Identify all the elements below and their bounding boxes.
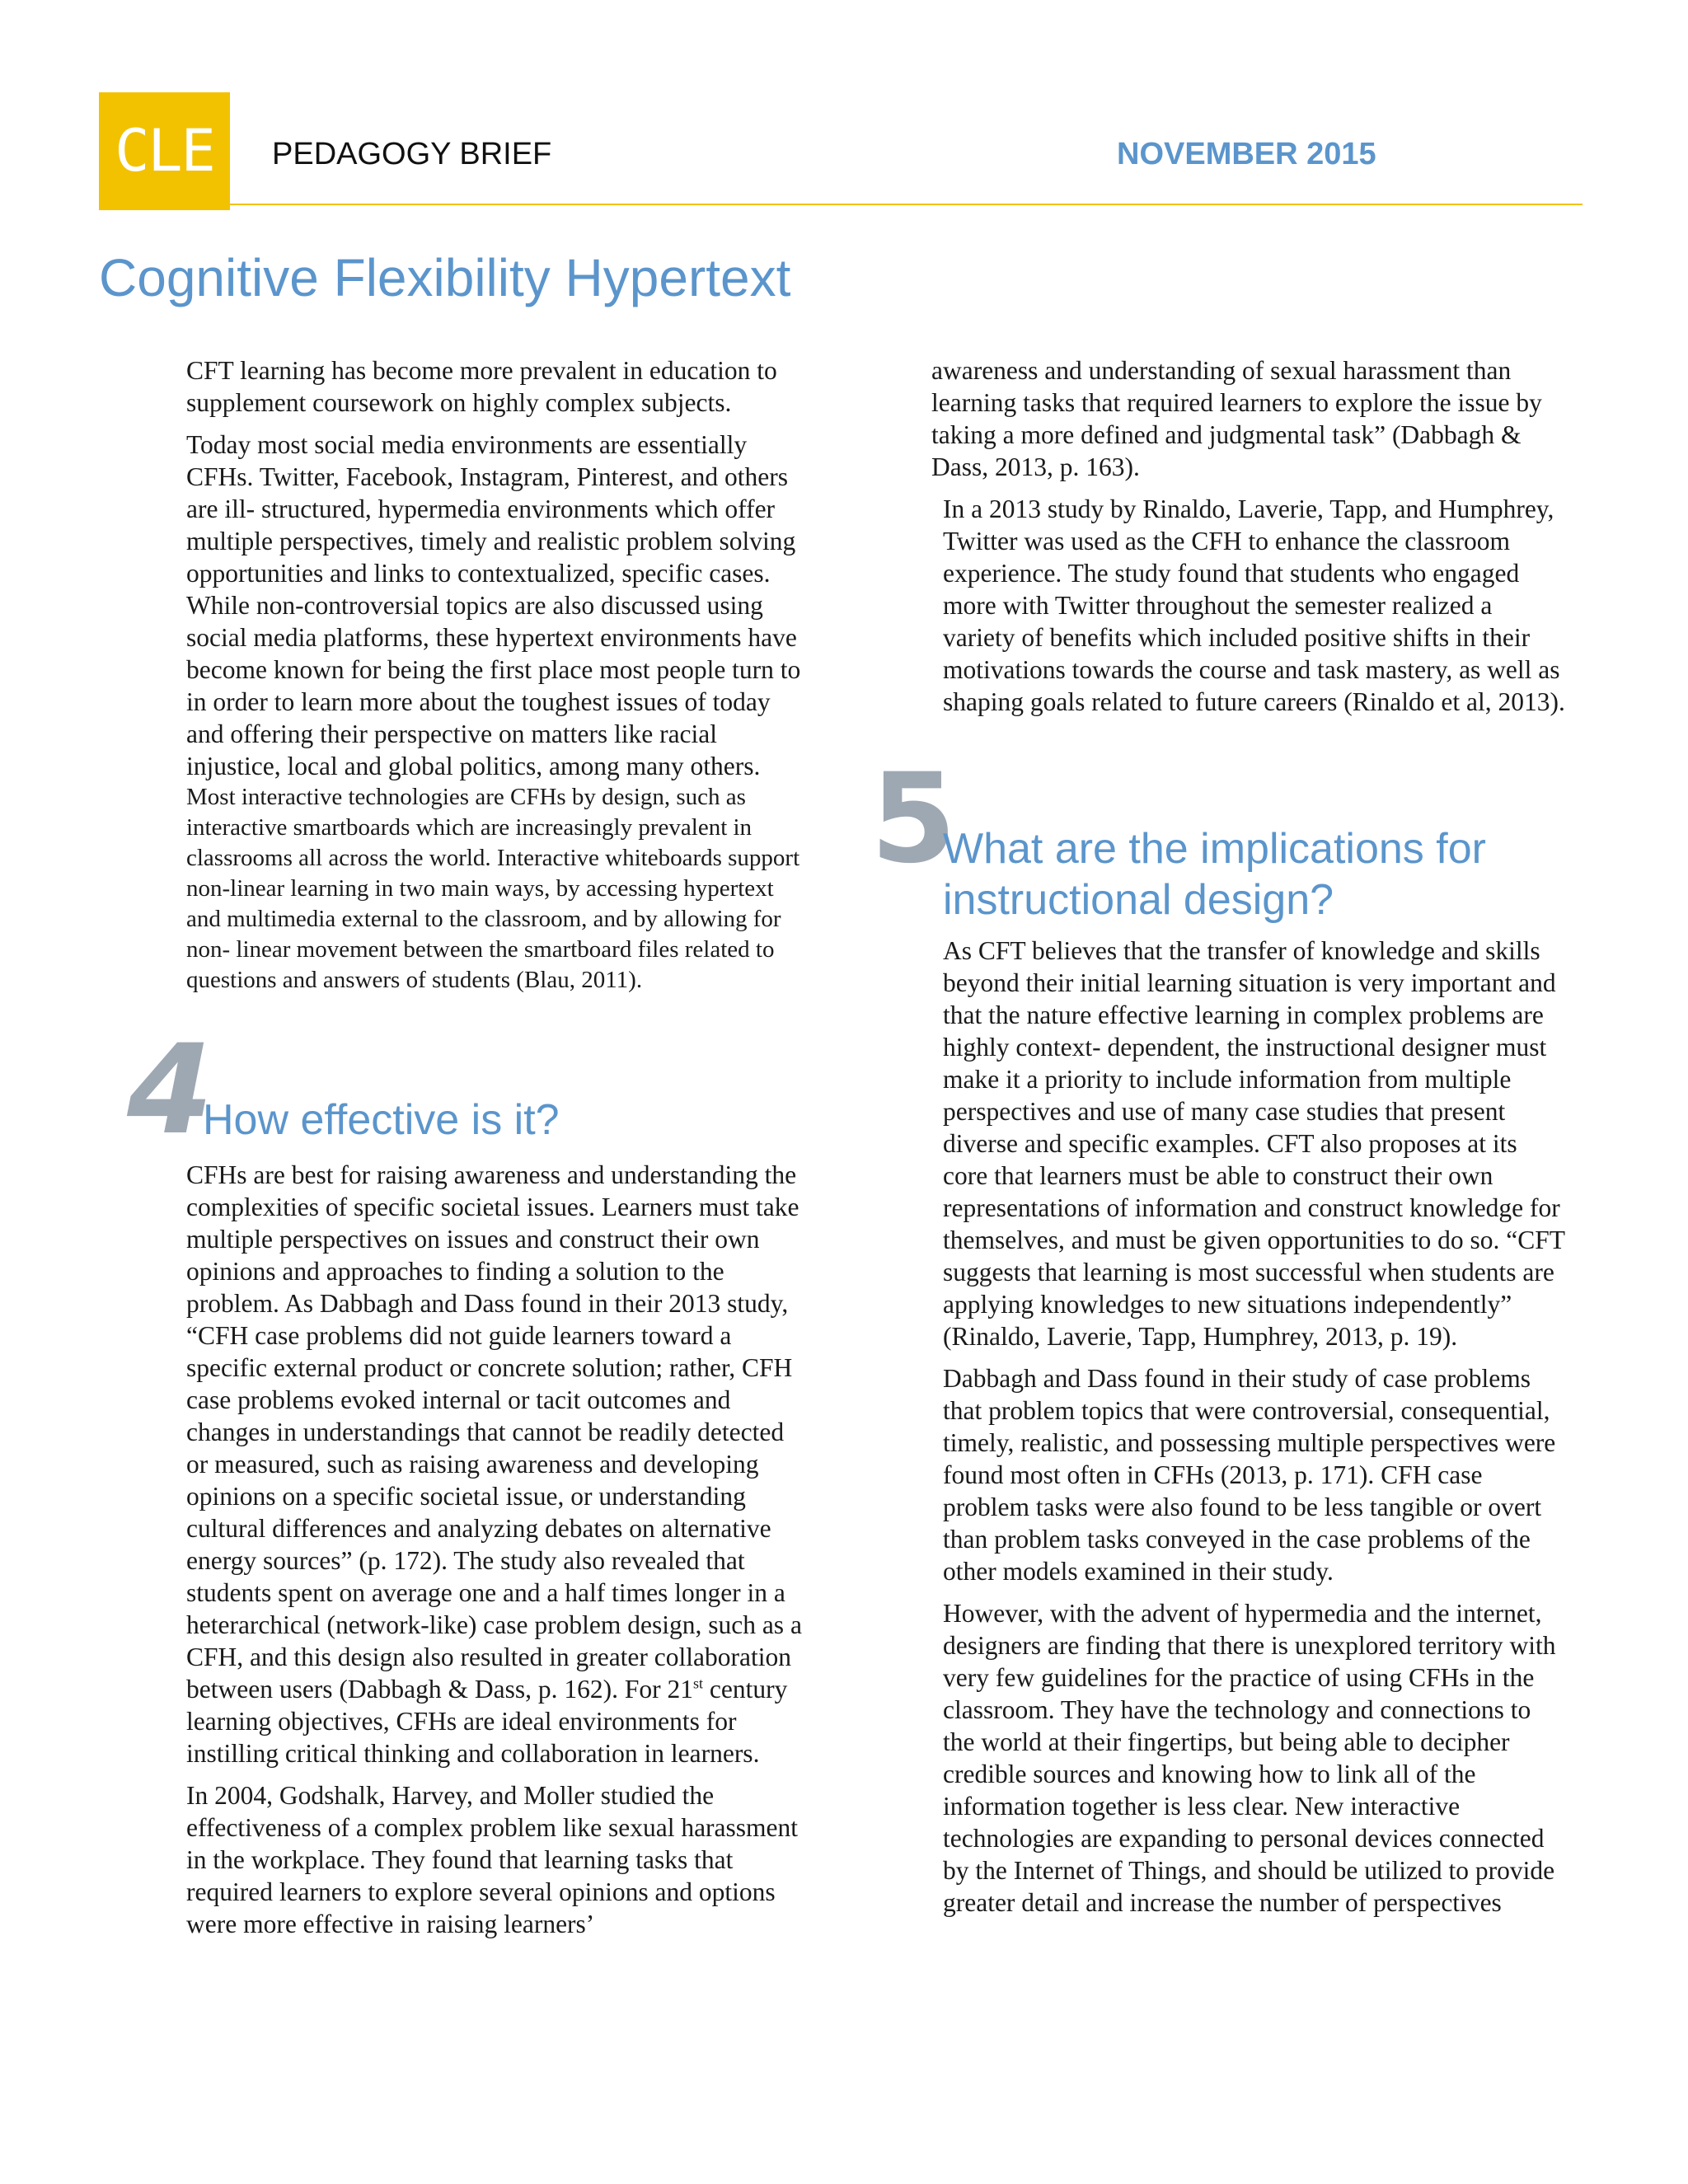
cle-logo: CLE (99, 92, 230, 210)
brief-label: PEDAGOGY BRIEF (272, 137, 552, 171)
right-column (870, 354, 1566, 1919)
page-title: Cognitive Flexibility Hypertext (99, 248, 791, 307)
section-number: 5 (870, 748, 957, 891)
section-title: How effective is it? (203, 1096, 560, 1144)
paragraph: Dabbagh and Dass found in their study of case problems that problem topics that were controversial, consequential, timely, realistic, and possessing multiple perspectives were found most often in CFHs (2013, p. 171). CFH case problem tasks were also found to be less tangible or overt than problem tasks conveyed in the case problems of the other models examined in their study. (943, 1364, 1556, 1586)
paragraph: CFT learning has become more prevalent in education to supplement coursework on highly complex subjects. (186, 356, 777, 417)
paragraph: Today most social media environments are essentially CFHs. Twitter, Facebook, Instagram, Pinterest, and others are ill- structured, hypermedia environments which offer multiple perspectives, timely and realistic problem solving opportunities and links to contextualized, specific cases. While non-controversial topics are also discussed using social media platforms, these hypertext environments have become known for being the first place most people turn to in order to learn more about the toughest issues of today and offering their perspective on matters like racial injustice, local and global politics, among many others. (186, 430, 801, 780)
superscript: st (693, 1675, 704, 1692)
paragraph-text: century learning objectives, CFHs are ideal environments for instilling critical thinking and collaboration in learners. (186, 1675, 788, 1768)
paragraph: awareness and understanding of sexual harassment than learning tasks that required learners to explore the issue by taking a more defined and judgmental task” (Dabbagh & Dass, 2013, p. 163). (931, 356, 1542, 481)
section-title: What are the implications for instructional design? (943, 825, 1486, 924)
paragraph: As CFT believes that the transfer of knowledge and skills beyond their initial learning situation is very important and that the nature effective learning in complex problems are highly context- dependent, the instructional designer must make it a priority to include information from multiple perspectives and use of many case studies that present diverse and specific examples. CFT also proposes at its core that learners must be able to construct their own representations of information and construct knowledge for themselves, and must be given opportunities to do so. “CFT suggests that learning is most successful when students are applying knowledges to new situations independently” (Rinaldo, Laverie, Tapp, Humphrey, 2013, p. 19). (943, 936, 1565, 1351)
paragraph: In a 2013 study by Rinaldo, Laverie, Tapp, and Humphrey, Twitter was used as the CFH to enhance the classroom experience. The study found that students who engaged more with Twitter throughout the semester realized a variety of benefits which included positive shifts in their motivations towards the course and task mastery, as well as shaping goals related to future careers (Rinaldo et al, 2013). (943, 494, 1565, 716)
paragraph-text: CFHs are best for raising awareness and understanding the complexities of specific societal issues. Learners must take multiple perspectives on issues and construct their own opinions and approaches to finding a solution to the problem. As Dabbagh and Dass found in their 2013 study, “CFH case problems did not guide learners toward a specific external product or concrete solution; rather, CFH case problems evoked internal or tacit outcomes and changes in understandings that cannot be readily detected or measured, such as raising awareness and developing opinions on a specific societal issue, or understanding cultural differences and analyzing debates on alternative energy sources” (p. 172). The study also revealed that students spent on average one and a half times longer in a heterarchical (network-like) case problem design, such as a CFH, and this design also resulted in greater collaboration between users (Dabbagh & Dass, p. 162). For 21 (186, 1160, 802, 1704)
paragraph (186, 1159, 804, 1769)
paragraph: However, with the advent of hypermedia and the internet, designers are finding that there is unexplored territory with very few guidelines for the practice of using CFHs in the classroom. They have the technology and connections to the world at their fingertips, but being able to decipher credible sources and knowing how to link all of the information together is less clear. New interactive technologies are expanding to personal devices connected by the Internet of Things, and should be utilized to provide greater detail and increase the number of perspectives (943, 1599, 1556, 1917)
header-divider (99, 204, 1582, 205)
section-4-heading (127, 1019, 804, 1162)
section-number: 4 (127, 1019, 213, 1162)
section-5-heading (870, 748, 1566, 926)
paragraph: In 2004, Godshalk, Harvey, and Moller studied the effectiveness of a complex problem like sexual harassment in the workplace. They found that learning tasks that required learners to explore several opinions and options were more effective in raising learners’ (186, 1781, 799, 1938)
paragraph: Most interactive technologies are CFHs by design, such as interactive smartboards which are increasingly prevalent in classrooms all across the world. Interactive whiteboards support non-linear learning in two main ways, by accessing hypertext and multimedia external to the classroom, and by allowing for non- linear movement between the smartboard files related to questions and answers of students (Blau, 2011). (186, 784, 800, 993)
left-column (127, 354, 804, 1940)
issue-date: NOVEMBER 2015 (1117, 137, 1376, 171)
